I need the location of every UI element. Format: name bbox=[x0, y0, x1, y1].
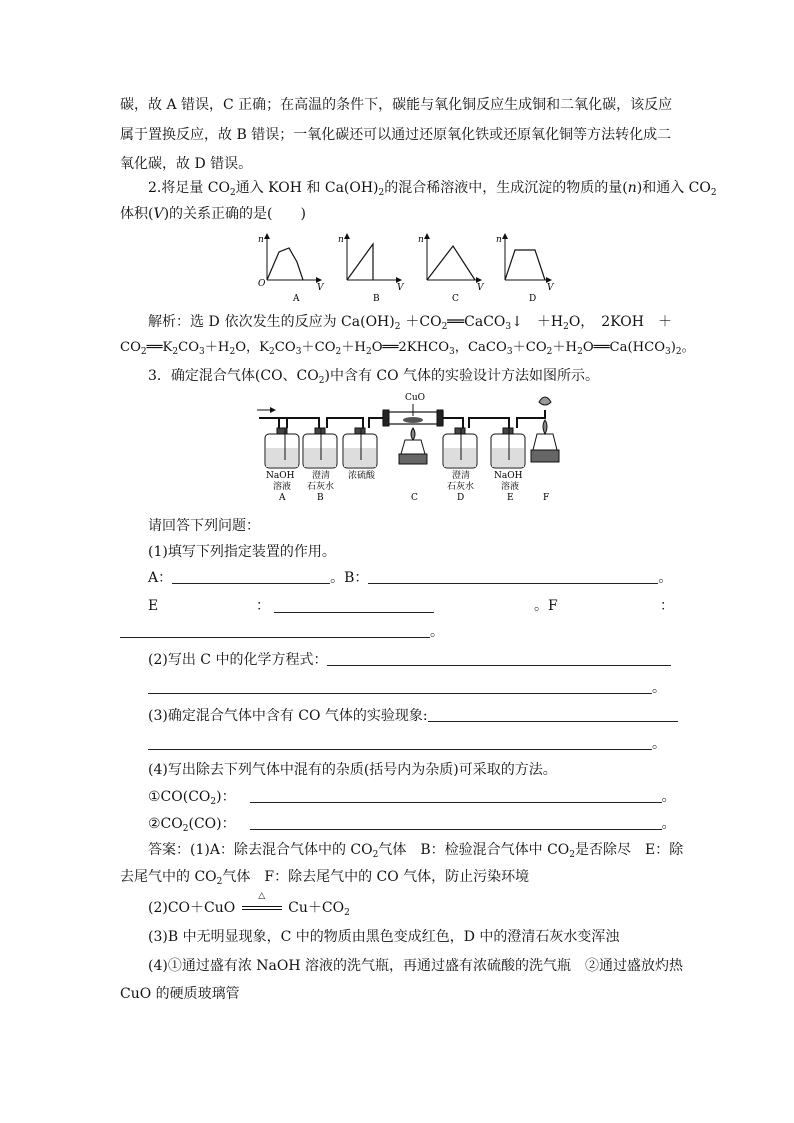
label-d-2: 石灰水 bbox=[447, 482, 475, 492]
blank-a[interactable] bbox=[172, 569, 330, 584]
label-e-1: NaOH bbox=[494, 471, 523, 481]
label-f: F bbox=[543, 493, 550, 503]
label-d-1: 澄清 bbox=[452, 471, 471, 481]
paragraph-line-3: 氧化碳，故 D 错误。 bbox=[120, 156, 253, 172]
heat-condition: △ bbox=[258, 891, 266, 901]
graph-a bbox=[258, 234, 325, 304]
label-d-3: D bbox=[457, 493, 465, 503]
subquestion-1: (1)填写下列指定装置的作用。 bbox=[148, 544, 336, 560]
question-2-line-2: 体积(V)的关系正确的是( ) bbox=[120, 206, 306, 222]
subquestion-4: (4)写出除去下列气体中混有的杂质(括号内为杂质)可采取的方法。 bbox=[148, 762, 557, 778]
subquestion-2: (2)写出 C 中的化学方程式： bbox=[148, 650, 671, 670]
graph-c-n: n bbox=[418, 235, 424, 245]
blank-4-2[interactable] bbox=[250, 815, 662, 830]
graphs-abcd bbox=[255, 228, 555, 306]
blank-c-equation[interactable] bbox=[327, 651, 671, 666]
subquestion-3-line-2: 。 bbox=[148, 734, 666, 754]
label-a-2: 溶液 bbox=[273, 482, 292, 492]
subquestion-4-1: $①CO(CO_2)$： 。 bbox=[148, 789, 676, 807]
question-3-title: 3．确定混合气体(CO、$CO_2$)中含有 CO 气体的实验设计方法如图所示。 bbox=[148, 368, 600, 386]
graph-c-label: C bbox=[452, 294, 459, 304]
graph-d bbox=[496, 234, 555, 304]
label-b-1: 澄清 bbox=[312, 471, 331, 481]
graph-b-label: B bbox=[373, 294, 380, 304]
graph-b-n: n bbox=[338, 235, 344, 245]
graph-d-n: n bbox=[496, 235, 502, 245]
solution-line-2: $CO_2══K_2CO_3+H_2O$，$K_2CO_3+CO_2+H_2O══2KHCO_3$，$CaCO_3+CO_2+H_2O══Ca(HCO_3)_2$。 bbox=[120, 340, 695, 357]
blank-f[interactable] bbox=[120, 623, 430, 638]
graph-d-label: D bbox=[529, 294, 537, 304]
graph-b-v: V bbox=[397, 283, 404, 293]
fill-line-f2: 。 bbox=[120, 622, 444, 642]
blank-e[interactable] bbox=[274, 598, 434, 613]
cuo-label: CuO bbox=[405, 393, 426, 403]
label-a-1: NaOH bbox=[266, 471, 295, 481]
paragraph-line-1: 碳，故 A 错误，C 正确；在高温的条件下，碳能与氧化铜反应生成铜和二氧化碳，该反应 bbox=[120, 97, 673, 113]
apparatus-diagram bbox=[255, 388, 570, 506]
label-c: C bbox=[411, 493, 418, 503]
label-sulfuric: 浓硫酸 bbox=[348, 471, 376, 481]
blank-c-equation-2[interactable] bbox=[148, 679, 652, 694]
subquestion-4-2: $②CO_2(CO)$： 。 bbox=[148, 816, 676, 834]
burner-f bbox=[531, 397, 559, 462]
blank-4-1[interactable] bbox=[250, 788, 662, 803]
answer-line-2: 去尾气中的 $CO_2$气体 F：除去尾气中的 CO 气体，防止污染环境 bbox=[120, 869, 530, 887]
solution-line-1: 解析：选 D 依次发生的反应为 $Ca(OH)_2$ $+CO_2══CaCO_3↓$ $+H_2O$， 2KOH ＋ bbox=[148, 314, 672, 332]
blank-b[interactable] bbox=[368, 569, 658, 584]
graph-c-v: V bbox=[477, 283, 484, 293]
equation-arrow bbox=[240, 891, 284, 918]
graph-a-label: A bbox=[293, 294, 300, 304]
label-e-2: 溶液 bbox=[501, 482, 520, 492]
label-b-2: 石灰水 bbox=[307, 482, 335, 492]
answer-equation: (2)CO＋CuO △ $Cu+CO_2$ bbox=[148, 898, 350, 918]
blank-phenomenon[interactable] bbox=[428, 707, 678, 722]
label-a-3: A bbox=[279, 493, 286, 503]
graph-d-v: V bbox=[547, 283, 554, 293]
answer-line-4: (4)①通过盛有浓 NaOH 溶液的洗气瓶，再通过盛有浓硫酸的洗气瓶 ②通过盛放灼热 bbox=[148, 958, 684, 974]
answer-line-5: CuO 的硬质玻璃管 bbox=[120, 986, 240, 1002]
blank-phenomenon-2[interactable] bbox=[148, 735, 652, 750]
question-2-line-1: 2.将足量 $CO_2$通入 KOH 和 $Ca(OH)_2$的混合稀溶液中，生成沉淀的物质的量(n)和通入 $CO_2$ bbox=[148, 180, 717, 198]
fill-line-ab: A： 。B： 。 bbox=[148, 570, 673, 586]
graph-a-o: O bbox=[258, 279, 266, 289]
graph-a-n: n bbox=[258, 235, 264, 245]
answer-line-1: 答案：(1)A：除去混合气体中的 $CO_2$气体 B：检验混合气体中 $CO_2$是否除尽 E：除 bbox=[148, 842, 684, 860]
paragraph-line-2: 属于置换反应，故 B 错误；一氧化碳还可以通过还原氧化铁或还原氧化铜等方法转化成二 bbox=[120, 127, 672, 143]
answer-intro: 请回答下列问题： bbox=[148, 518, 260, 534]
graph-b bbox=[338, 234, 405, 304]
subquestion-2-line-2: 。 bbox=[148, 678, 666, 698]
answer-line-3: (3)B 中无明显现象，C 中的物质由黑色变成红色，D 中的澄清石灰水变浑浊 bbox=[148, 929, 620, 945]
subquestion-3: (3)确定混合气体中含有 CO 气体的实验现象: bbox=[148, 706, 678, 726]
label-e-3: E bbox=[507, 493, 514, 503]
label-b-3: B bbox=[317, 493, 324, 503]
graph-c bbox=[418, 234, 485, 304]
graph-a-v: V bbox=[317, 283, 324, 293]
